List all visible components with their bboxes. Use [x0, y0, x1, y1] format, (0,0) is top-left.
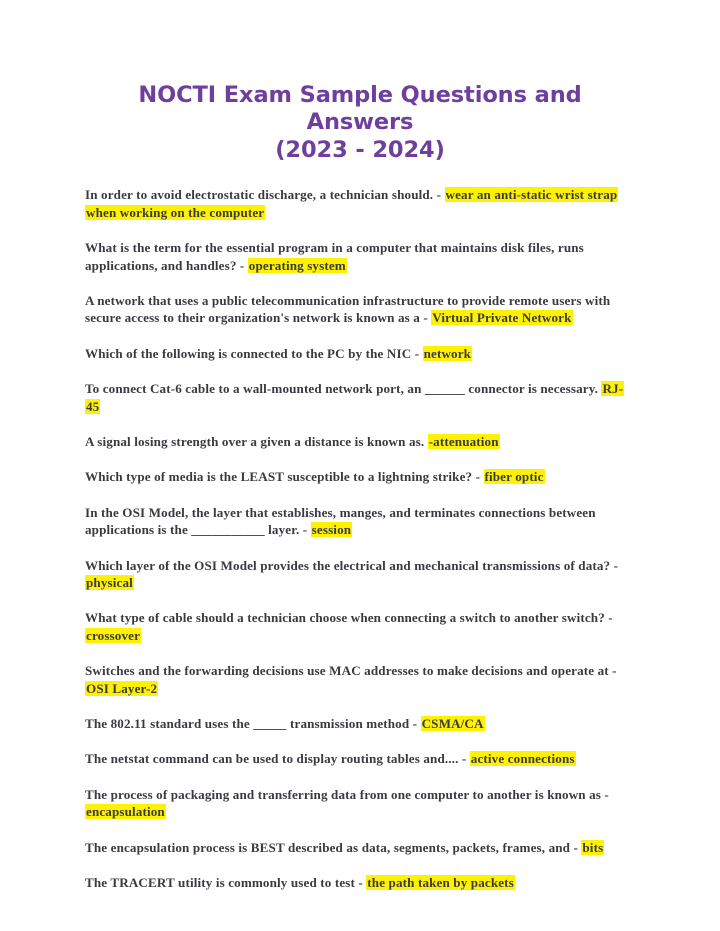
answer-text: bits — [582, 839, 604, 855]
answer-text: operating system — [248, 257, 346, 273]
page-title-line-1: NOCTI Exam Sample Questions and Answers — [138, 82, 582, 136]
answer-text: network — [423, 345, 472, 361]
question-text: In order to avoid electrostatic discharge, a technician should. - — [85, 187, 442, 203]
page-title — [0, 0, 720, 164]
qa-item — [85, 662, 628, 697]
qa-item — [85, 839, 628, 856]
question-text: The 802.11 standard uses the _____ transmission method - — [85, 716, 418, 732]
answer-text: crossover — [86, 627, 141, 643]
qa-item — [85, 468, 628, 485]
qa-item — [85, 433, 628, 450]
question-text: A signal losing strength over a given a distance is known as. — [85, 433, 425, 449]
question-text: A network that uses a public telecommunication infrastructure to provide remote users with secure access to their organization's network is known as a - — [85, 292, 611, 326]
answer-text: physical — [86, 575, 133, 590]
question-text: The process of packaging and transferring data from one computer to another is known as - — [85, 786, 609, 802]
answer-text: -attenuation — [428, 433, 499, 449]
qa-item — [85, 292, 628, 327]
qa-item — [85, 557, 628, 592]
qa-item — [85, 874, 628, 891]
qa-item — [85, 380, 628, 415]
qa-item — [85, 609, 628, 644]
question-text: The encapsulation process is BEST described as data, segments, packets, frames, and - — [85, 839, 578, 855]
answer-text: session — [311, 522, 352, 538]
question-text: Which layer of the OSI Model provides the electrical and mechanical transmissions of data? - — [85, 557, 619, 573]
question-text: What type of cable should a technician choose when connecting a switch to another switch? - — [85, 610, 613, 626]
page-title-line-2: (2023 - 2024) — [275, 136, 445, 163]
qa-item — [85, 786, 628, 821]
qa-item — [85, 345, 628, 362]
qa-list — [0, 164, 720, 891]
question-text: Switches and the forwarding decisions use MAC addresses to make decisions and operate at - — [85, 663, 617, 679]
question-text: The netstat command can be used to display routing tables and.... - — [85, 751, 467, 767]
answer-text: CSMA/CA — [421, 716, 484, 732]
question-text: In the OSI Model, the layer that establishes, manges, and terminates connections between applications is the ___________ layer. - — [85, 504, 596, 538]
answer-text: fiber optic — [484, 469, 544, 485]
question-text: What is the term for the essential program in a computer that maintains disk files, runs applications, and handles? - — [85, 240, 584, 273]
answer-text: OSI Layer-2 — [86, 680, 158, 696]
answer-text: wear an anti-static wrist strap when working on the computer — [86, 187, 618, 220]
qa-item — [85, 239, 628, 274]
qa-item — [85, 504, 628, 539]
answer-text: active connections — [470, 751, 575, 767]
question-text: Which of the following is connected to the PC by the NIC - — [85, 345, 420, 361]
answer-text: Virtual Private Network — [432, 310, 572, 326]
qa-item — [85, 715, 628, 732]
answer-text: the path taken by packets — [367, 875, 514, 891]
answer-text: RJ-45 — [86, 381, 624, 414]
answer-text: encapsulation — [86, 804, 165, 820]
question-text: To connect Cat-6 cable to a wall-mounted network port, an ______ connector is necessary. — [85, 381, 599, 397]
question-text: Which type of media is the LEAST susceptible to a lightning strike? - — [85, 469, 481, 485]
qa-item — [85, 750, 628, 767]
question-text: The TRACERT utility is commonly used to test - — [85, 875, 363, 891]
qa-item — [85, 186, 628, 221]
